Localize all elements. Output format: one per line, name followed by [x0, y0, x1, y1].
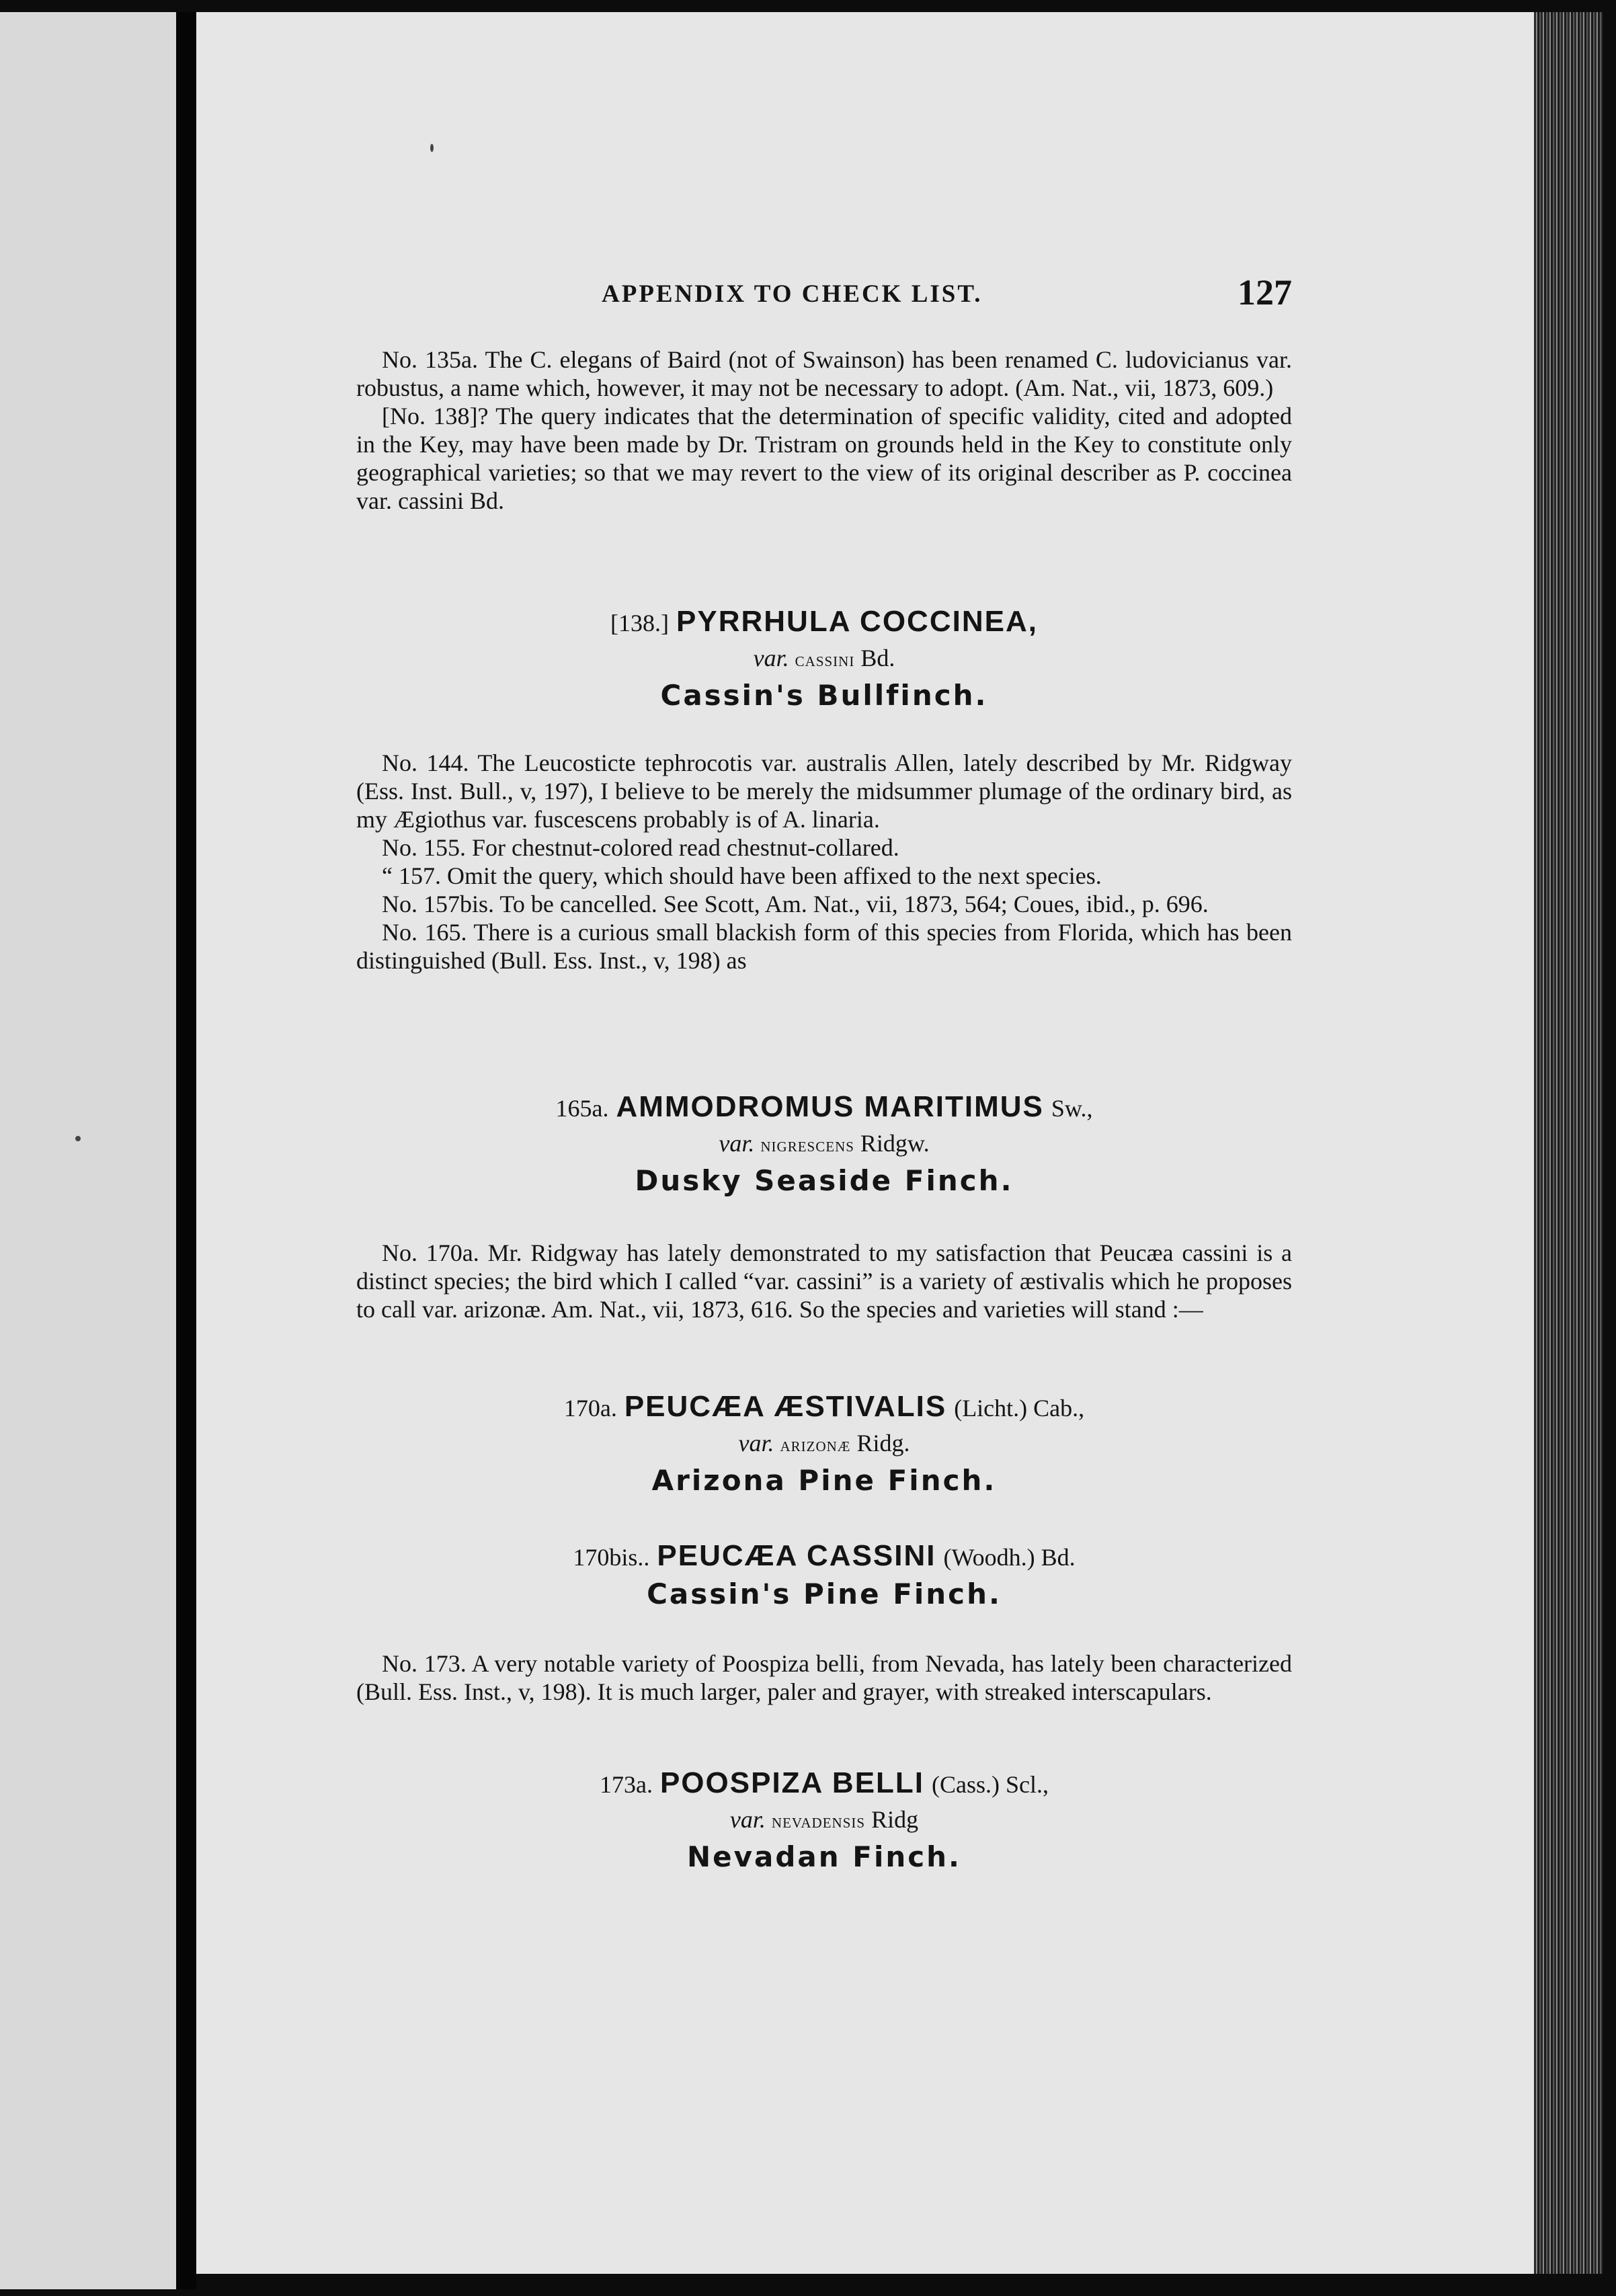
var-prefix: var.: [719, 1130, 755, 1157]
variety-name: cassini: [795, 649, 855, 671]
common-name: Nevadan Finch.: [686, 1840, 962, 1873]
paragraph: “ 157. Omit the query, which should have been affixed to the next species.: [382, 862, 1102, 889]
variety-author: Bd.: [860, 645, 895, 671]
species-entry-173a: [356, 1765, 1292, 1876]
variety-line: [356, 1803, 1292, 1838]
scientific-name: PEUCÆA ÆSTIVALIS: [624, 1390, 947, 1423]
species-entry-165a: [356, 1089, 1292, 1200]
entry-number: 173a.: [599, 1771, 653, 1798]
scientific-name-line: [356, 604, 1292, 641]
species-entry-170bis: [356, 1538, 1292, 1613]
scientific-name-line: [356, 1389, 1292, 1426]
variety-line: [356, 641, 1292, 677]
variety-author: Ridg: [871, 1806, 919, 1833]
paragraph: No. 173. A very notable variety of Poospiza belli, from Nevada, has lately been characterized (Bull. Ess. Inst., v, 198). It is much larger, paler and grayer, with streaked interscapulars.: [356, 1650, 1292, 1705]
author: Sw.,: [1051, 1095, 1093, 1122]
variety-line: [356, 1126, 1292, 1162]
entry-number: 170a.: [563, 1395, 617, 1422]
variety-author: Ridgw.: [860, 1130, 930, 1157]
scientific-name: PEUCÆA CASSINI: [657, 1539, 936, 1572]
author: (Licht.) Cab.,: [954, 1395, 1085, 1422]
paragraph: No. 135a. The C. elegans of Baird (not of Swainson) has been renamed C. ludovicianus var. robustus, a name which, however, it may not be necessary to adopt. (Am. Nat., vii, 1873, 609.): [356, 346, 1292, 401]
species-entry-170a: [356, 1389, 1292, 1500]
paragraph: No. 144. The Leucosticte tephrocotis var. australis Allen, lately described by Mr. Ridgway (Ess. Inst. Bull., v, 197), I believe to be merely the midsummer plumage of the ordinary bird, as my Ægiothus var. fuscescens probably is of A. linaria.: [356, 749, 1292, 833]
common-name: Arizona Pine Finch.: [651, 1464, 997, 1497]
scientific-name-line: [356, 1538, 1292, 1575]
variety-author: Ridg.: [856, 1430, 910, 1457]
author: (Cass.) Scl.,: [932, 1771, 1049, 1798]
running-head-title: APPENDIX TO CHECK LIST.: [602, 280, 983, 308]
paragraph-170: [356, 1239, 1292, 1323]
common-name: Cassin's Pine Finch.: [647, 1577, 1002, 1610]
paragraph: No. 155. For chestnut-colored read chestnut-collared.: [382, 834, 899, 861]
var-prefix: var.: [729, 1806, 766, 1833]
running-head: [356, 272, 1292, 313]
book-gutter: [176, 12, 196, 2289]
species-entry-138: [356, 604, 1292, 714]
paragraph: No. 170a. Mr. Ridgway has lately demonstrated to my satisfaction that Peucæa cassini is a distinct species; the bird which I called “var. cassini” is a variety of æstivalis which he proposes to call var. arizonæ. Am. Nat., vii, 1873, 616. So the species and varieties will stand :—: [356, 1239, 1292, 1323]
var-prefix: var.: [753, 645, 789, 671]
entry-number: 170bis..: [573, 1544, 650, 1571]
variety-line: [356, 1426, 1292, 1462]
page-number: 127: [1238, 272, 1292, 313]
entry-number: 165a.: [555, 1095, 609, 1122]
paragraph: [No. 138]? The query indicates that the determination of specific validity, cited and adopted in the Key, may have been made by Dr. Tristram on grounds held in the Key to constitute only geographical varieties; so that we may revert to the view of its original describer as P. coccinea var. cassini Bd.: [356, 403, 1292, 514]
paragraph: No. 165. There is a curious small blackish form of this species from Florida, which has been distinguished (Bull. Ess. Inst., v, 198) as: [356, 919, 1292, 974]
scientific-name: AMMODROMUS MARITIMUS: [616, 1090, 1044, 1123]
scientific-name-line: [356, 1089, 1292, 1126]
paragraph: No. 157bis. To be cancelled. See Scott, Am. Nat., vii, 1873, 564; Coues, ibid., p. 696.: [382, 891, 1209, 917]
variety-name: arizonæ: [780, 1434, 851, 1456]
common-name: Dusky Seaside Finch.: [635, 1164, 1014, 1197]
scientific-name: PYRRHULA COCCINEA,: [676, 605, 1038, 638]
scientific-name-line: [356, 1765, 1292, 1803]
ink-speck: [430, 144, 434, 152]
variety-name: nigrescens: [760, 1134, 854, 1156]
left-page-leaf: [0, 12, 176, 2289]
scientific-name: POOSPIZA BELLI: [659, 1766, 925, 1799]
page-edges: [1534, 12, 1603, 2274]
paragraphs-mid: [356, 749, 1292, 975]
paragraphs-top: [356, 345, 1292, 515]
var-prefix: var.: [738, 1430, 774, 1457]
variety-name: nevadensis: [771, 1810, 866, 1832]
common-name: Cassin's Bullfinch.: [660, 679, 988, 712]
author: (Woodh.) Bd.: [943, 1544, 1076, 1571]
entry-number: [138.]: [610, 610, 670, 637]
paragraph-173: [356, 1649, 1292, 1706]
ink-speck-left: [75, 1136, 81, 1141]
